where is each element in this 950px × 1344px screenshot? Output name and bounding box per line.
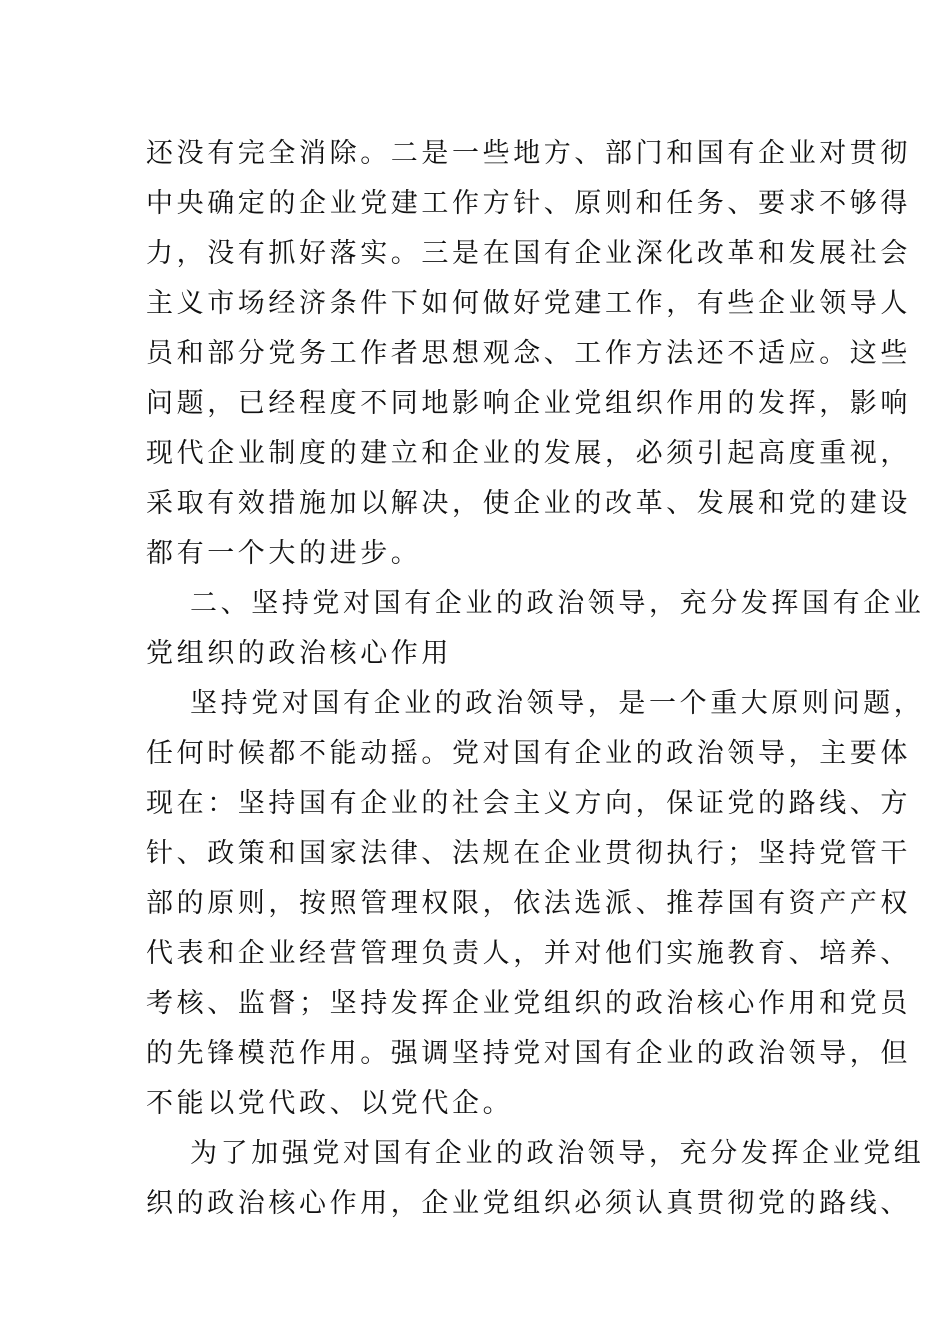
text-line: 坚持党对国有企业的政治领导，是一个重大原则问题， [190, 688, 925, 719]
section-heading-line: 二、坚持党对国有企业的政治领导，充分发挥国有企业 [190, 588, 925, 619]
text-line: 员和部分党务工作者思想观念、工作方法还不适应。这些 [146, 338, 911, 369]
text-line: 部的原则，按照管理权限，依法选派、推荐国有资产产权 [146, 888, 911, 919]
text-line: 的先锋模范作用。强调坚持党对国有企业的政治领导，但 [146, 1038, 911, 1069]
text-line: 采取有效措施加以解决，使企业的改革、发展和党的建设 [146, 488, 911, 519]
text-line: 中央确定的企业党建工作方针、原则和任务、要求不够得 [146, 188, 911, 219]
text-line: 针、政策和国家法律、法规在企业贯彻执行；坚持党管干 [146, 838, 911, 869]
text-line: 现在：坚持国有企业的社会主义方向，保证党的路线、方 [146, 788, 911, 819]
text-line: 主义市场经济条件下如何做好党建工作，有些企业领导人 [146, 288, 911, 319]
text-line: 问题，已经程度不同地影响企业党组织作用的发挥，影响 [146, 388, 911, 419]
text-line: 现代企业制度的建立和企业的发展，必须引起高度重视， [146, 438, 911, 469]
section-heading-line: 党组织的政治核心作用 [146, 638, 452, 669]
text-line: 还没有完全消除。二是一些地方、部门和国有企业对贯彻 [146, 138, 911, 169]
text-line: 力，没有抓好落实。三是在国有企业深化改革和发展社会 [146, 238, 911, 269]
text-line: 不能以党代政、以党代企。 [146, 1088, 514, 1119]
text-line: 织的政治核心作用，企业党组织必须认真贯彻党的路线、 [146, 1188, 911, 1219]
text-line: 任何时候都不能动摇。党对国有企业的政治领导，主要体 [146, 738, 911, 769]
text-line: 为了加强党对国有企业的政治领导，充分发挥企业党组 [190, 1138, 925, 1169]
text-line: 考核、监督；坚持发挥企业党组织的政治核心作用和党员 [146, 988, 911, 1019]
text-line: 都有一个大的进步。 [146, 538, 422, 569]
text-line: 代表和企业经营管理负责人，并对他们实施教育、培养、 [146, 938, 911, 969]
